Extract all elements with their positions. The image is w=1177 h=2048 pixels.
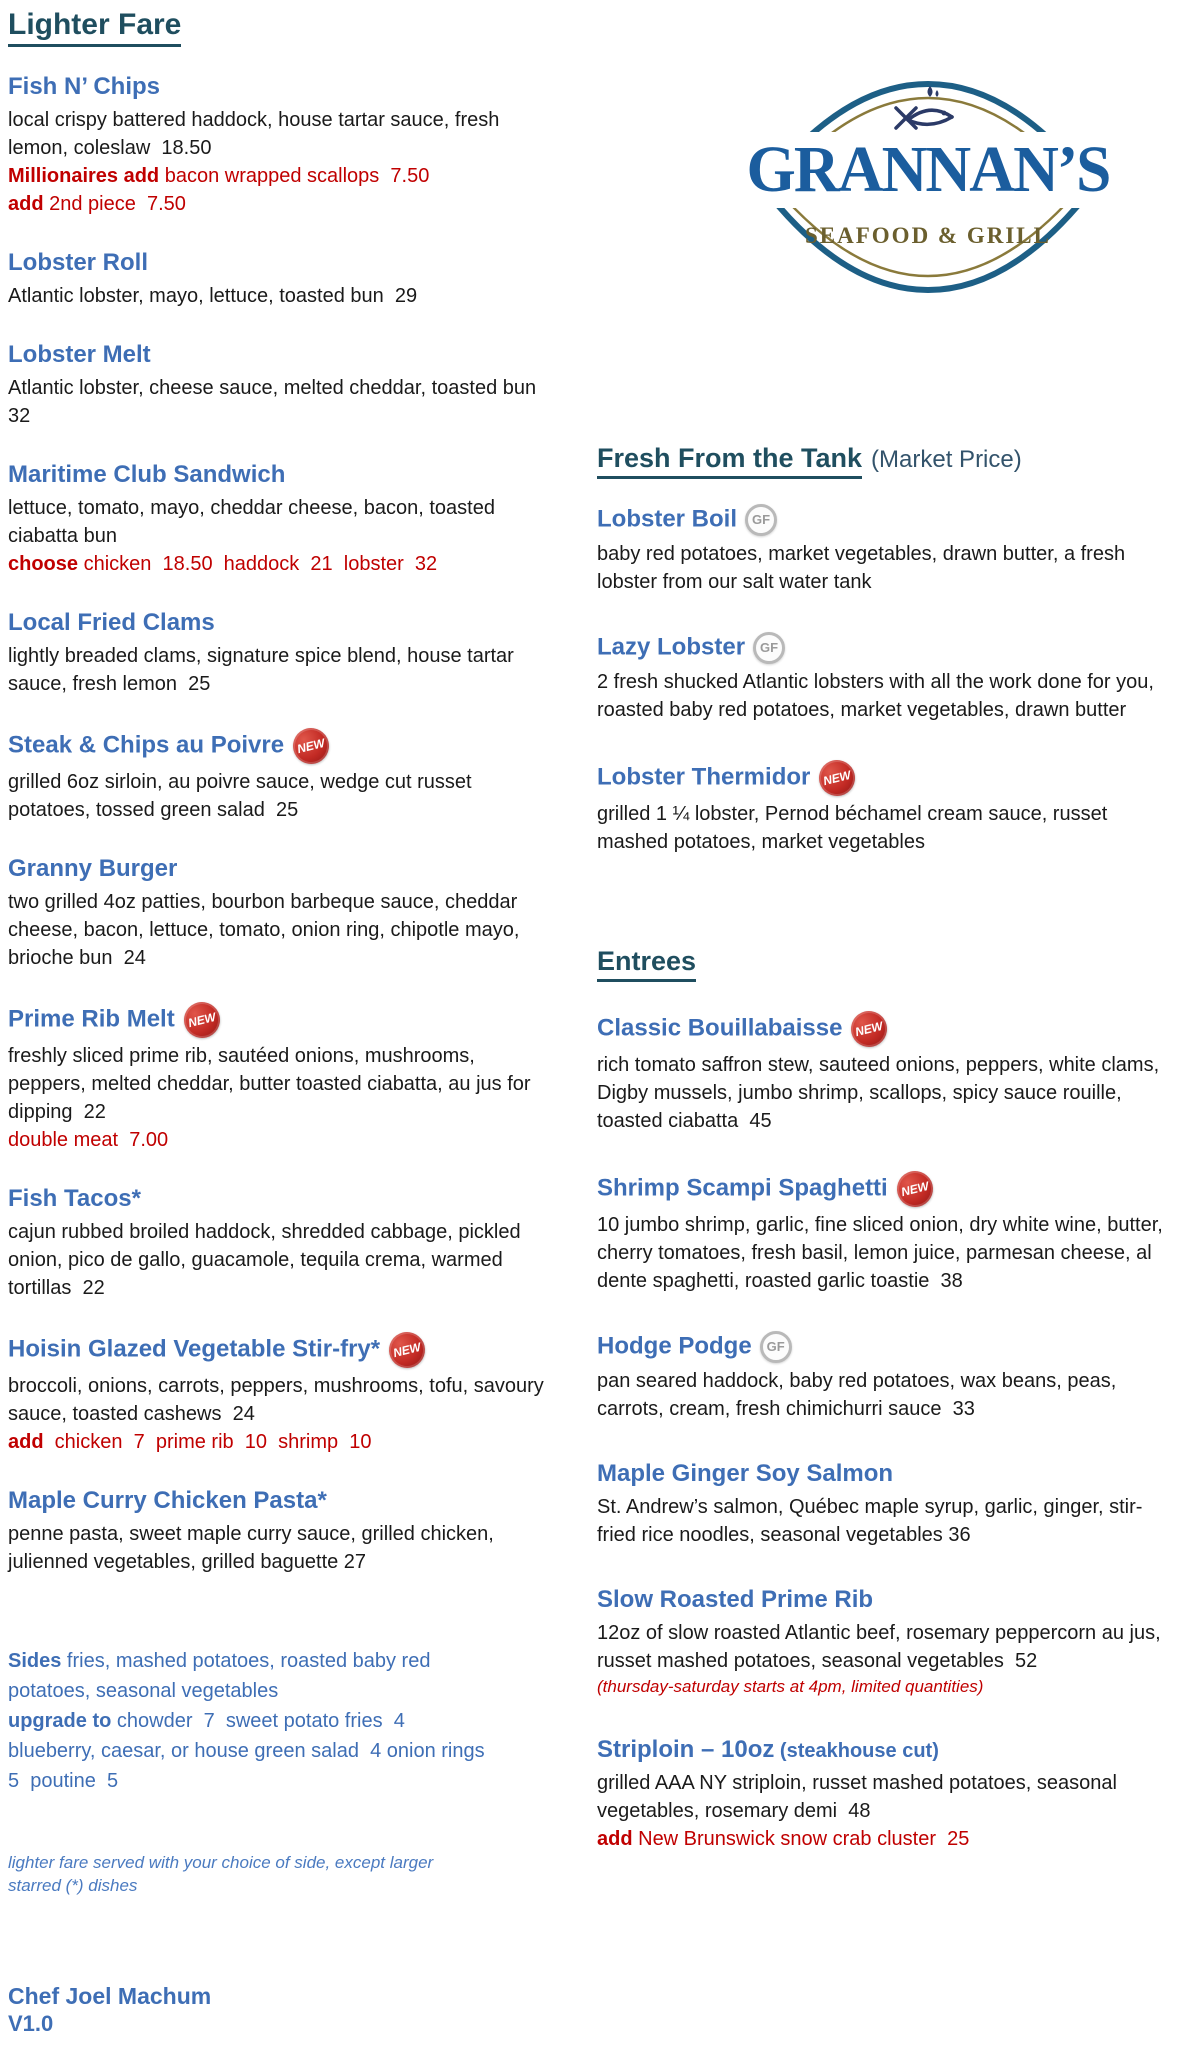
item-description: two grilled 4oz patties, bourbon barbeque sauce, cheddar cheese, bacon, lettuce, tomato, onion ring, chipotle mayo, brioche bun 24	[8, 891, 525, 969]
sides-block	[8, 1646, 551, 1796]
lighter-fare-item-list	[8, 72, 551, 1576]
item-name: Steak & Chips au Poivre NEW	[8, 728, 551, 764]
item-addon-line: choose chicken 18.50 haddock 21 lobster 32	[8, 553, 438, 575]
menu-item	[8, 248, 551, 310]
menu-item	[8, 1332, 551, 1456]
item-description: 12oz of slow roasted Atlantic beef, rosemary peppercorn au jus, russet mashed potatoes, seasonal vegetables 52	[597, 1622, 1167, 1672]
item-name: Granny Burger	[8, 855, 178, 882]
menu-item	[597, 632, 1171, 724]
item-name: Hodge Podge GF	[597, 1331, 1171, 1363]
item-description: local crispy battered haddock, house tartar sauce, fresh lemon, coleslaw 18.50	[8, 109, 505, 159]
item-addon-line: add New Brunswick snow crab cluster 25	[597, 1828, 970, 1850]
chef-block	[8, 1982, 551, 2037]
fresh-from-tank-item-list	[597, 504, 1171, 856]
entrees-item-list	[597, 1011, 1171, 1853]
item-name: Maritime Club Sandwich	[8, 461, 286, 488]
grannans-logo	[693, 72, 1163, 307]
item-name: Maple Ginger Soy Salmon	[597, 1460, 894, 1487]
item-description: Atlantic lobster, cheese sauce, melted cheddar, toasted bun 32	[8, 377, 548, 427]
item-description: grilled AAA NY striploin, russet mashed potatoes, seasonal vegetables, rosemary demi 48	[597, 1772, 1123, 1822]
item-description: rich tomato saffron stew, sauteed onions, peppers, white clams, Digby mussels, jumbo shrimp, scallops, spicy sauce rouille, toasted ciabatta 45	[597, 1054, 1165, 1132]
item-name: Prime Rib Melt NEW	[8, 1002, 551, 1038]
gluten-free-badge: GF	[753, 632, 785, 664]
item-description: penne pasta, sweet maple curry sauce, grilled chicken, julienned vegetables, grilled baguette 27	[8, 1523, 500, 1573]
item-name: Hoisin Glazed Vegetable Stir-fry* NEW	[8, 1332, 551, 1368]
menu-item	[8, 1486, 551, 1576]
item-name: Slow Roasted Prime Rib	[597, 1586, 874, 1613]
menu-version: V1.0	[8, 2011, 54, 2036]
item-name: Lobster Boil GF	[597, 504, 1171, 536]
menu-item	[8, 460, 551, 578]
fresh-from-tank-heading: Fresh From the Tank (Market Price)	[597, 443, 1171, 474]
new-item-badge: NEW	[816, 756, 860, 800]
item-name: Fish N’ Chips	[8, 73, 161, 100]
menu-item	[597, 504, 1171, 596]
menu-item	[8, 340, 551, 430]
entrees-heading: Entrees	[597, 946, 1171, 977]
item-description: pan seared haddock, baby red potatoes, wax beans, peas, carrots, cream, fresh chimichurri sauce 33	[597, 1370, 1122, 1420]
sides-line: Sides fries, mashed potatoes, roasted baby red potatoes, seasonal vegetables	[8, 1650, 437, 1702]
new-item-badge: NEW	[385, 1328, 429, 1372]
item-name: Fish Tacos*	[8, 1185, 141, 1212]
gluten-free-badge: GF	[745, 504, 777, 536]
new-item-badge: NEW	[893, 1167, 937, 1211]
menu-item	[597, 1331, 1171, 1423]
left-column	[8, 8, 551, 2037]
item-name: Classic Bouillabaisse NEW	[597, 1011, 1171, 1047]
item-description: freshly sliced prime rib, sautéed onions, mushrooms, peppers, melted cheddar, butter toasted ciabatta, au jus for dipping 22	[8, 1045, 537, 1123]
item-description: cajun rubbed broiled haddock, shredded cabbage, pickled onion, pico de gallo, guacamole, tequila crema, warmed tortillas 22	[8, 1221, 527, 1299]
new-item-badge: NEW	[848, 1007, 892, 1051]
market-price-note: (Market Price)	[871, 446, 1022, 473]
chef-name: Chef Joel Machum	[8, 1983, 212, 2009]
item-availability-note: (thursday-saturday starts at 4pm, limited quantities)	[597, 1677, 984, 1696]
gluten-free-badge: GF	[760, 1331, 792, 1363]
logo-tagline: SEAFOOD & GRILL	[805, 223, 1051, 248]
item-name: Striploin – 10oz (steakhouse cut)	[597, 1736, 939, 1763]
menu-item	[8, 854, 551, 972]
item-name: Local Fried Clams	[8, 609, 215, 636]
sides-upgrade-line: upgrade to chowder 7 sweet potato fries 4 blueberry, caesar, or house green salad 4 onion rings 5 poutine 5	[8, 1710, 496, 1792]
item-description: 10 jumbo shrimp, garlic, fine sliced onion, dry white wine, butter, cherry tomatoes, fresh basil, lemon juice, parmesan cheese, al dente spaghetti, roasted garlic toastie 38	[597, 1214, 1169, 1292]
item-description: lightly breaded clams, signature spice blend, house tartar sauce, fresh lemon 25	[8, 645, 520, 695]
item-name: Lobster Thermidor NEW	[597, 760, 1171, 796]
menu-item	[597, 1735, 1171, 1853]
item-description: baby red potatoes, market vegetables, drawn butter, a fresh lobster from our salt water tank	[597, 543, 1131, 593]
menu-item	[8, 728, 551, 824]
right-column	[551, 8, 1171, 2037]
item-name: Lazy Lobster GF	[597, 632, 1171, 664]
new-item-badge: NEW	[180, 998, 224, 1042]
new-item-badge: NEW	[289, 724, 333, 768]
menu-item	[597, 1171, 1171, 1295]
item-addon-line: add 2nd piece 7.50	[8, 193, 186, 215]
item-description: 2 fresh shucked Atlantic lobsters with all the work done for you, roasted baby red potatoes, market vegetables, drawn butter	[597, 671, 1160, 721]
item-name: Shrimp Scampi Spaghetti NEW	[597, 1171, 1171, 1207]
item-addon-line: Millionaires add bacon wrapped scallops 7.50	[8, 165, 430, 187]
menu-item	[8, 72, 551, 218]
item-description: St. Andrew’s salmon, Québec maple syrup, garlic, ginger, stir-fried rice noodles, seasonal vegetables 36	[597, 1496, 1143, 1546]
menu-item	[597, 1585, 1171, 1699]
item-name: Lobster Roll	[8, 249, 149, 276]
menu-item	[597, 1011, 1171, 1135]
item-name-suffix: (steakhouse cut)	[774, 1740, 939, 1762]
menu-footnote: lighter fare served with your choice of side, except larger starred (*) dishes	[8, 1853, 434, 1895]
item-description: grilled 6oz sirloin, au poivre sauce, wedge cut russet potatoes, tossed green salad 25	[8, 771, 478, 821]
item-addon-line: double meat 7.00	[8, 1129, 169, 1151]
item-description: grilled 1 ¼ lobster, Pernod béchamel cream sauce, russet mashed potatoes, market vegetables	[597, 803, 1113, 853]
item-addon-line: add chicken 7 prime rib 10 shrimp 10	[8, 1431, 372, 1453]
item-name: Maple Curry Chicken Pasta*	[8, 1487, 327, 1514]
menu-item	[8, 1002, 551, 1154]
item-description: lettuce, tomato, mayo, cheddar cheese, bacon, toasted ciabatta bun	[8, 497, 501, 547]
page-title: Lighter Fare	[8, 8, 551, 42]
item-name: Lobster Melt	[8, 341, 151, 368]
item-description: broccoli, onions, carrots, peppers, mushrooms, tofu, savoury sauce, toasted cashews 24	[8, 1375, 550, 1425]
menu-item	[597, 1459, 1171, 1549]
logo-wordmark: GRANNAN’S	[693, 132, 1163, 208]
item-description: Atlantic lobster, mayo, lettuce, toasted bun 29	[8, 285, 418, 307]
menu-item	[8, 608, 551, 698]
menu-item	[8, 1184, 551, 1302]
menu-item	[597, 760, 1171, 856]
